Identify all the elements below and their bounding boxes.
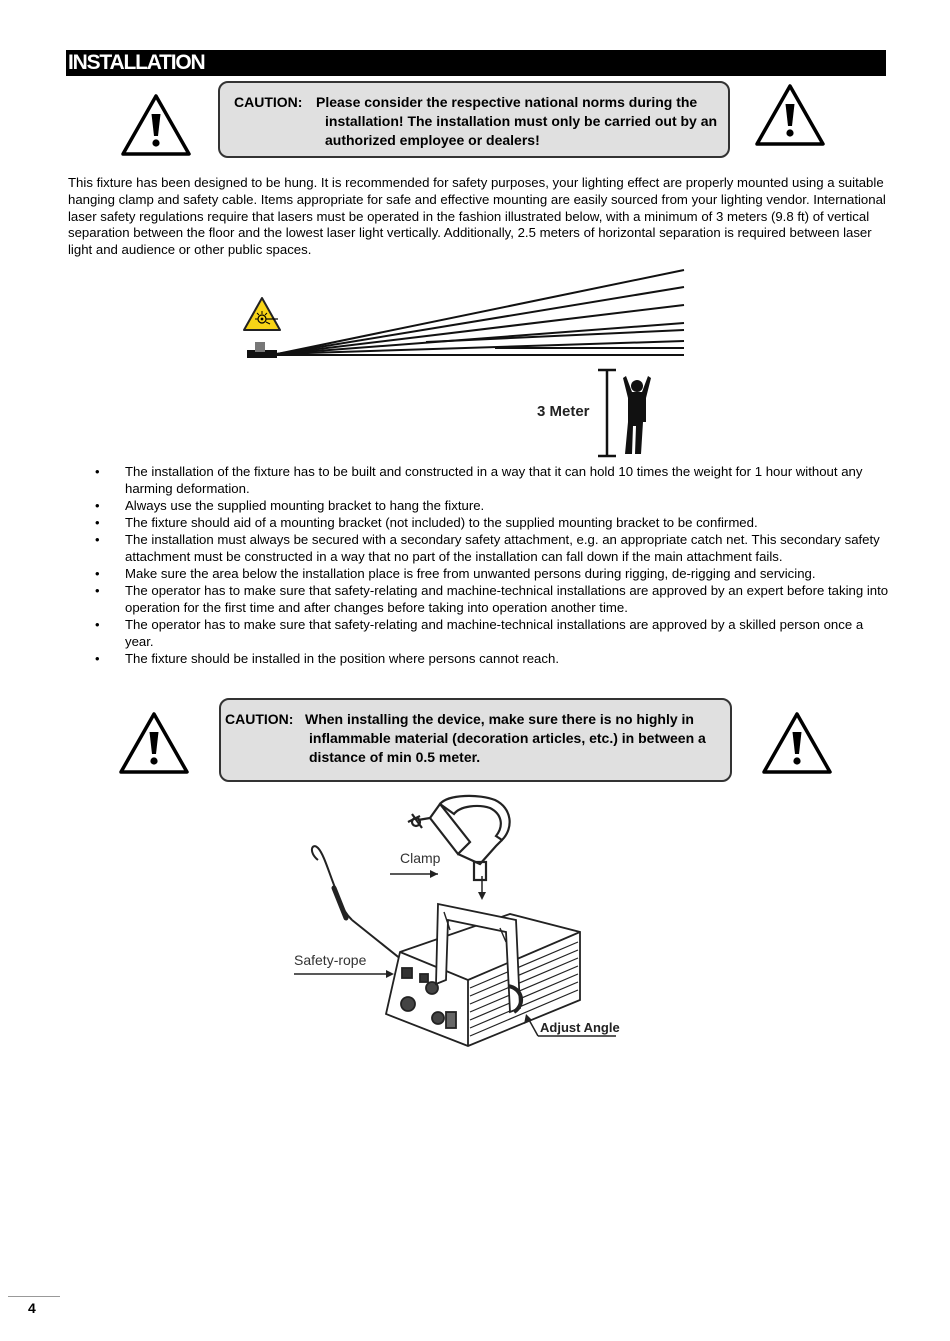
height-marker (598, 370, 616, 456)
clamp-drawing (408, 796, 510, 880)
intro-paragraph: This fixture has been designed to be hung. It is recommended for safety purposes, your lighting effect are properly mounted using a suitable hanging clamp and safety cable. Items appropriate for safe and effective mounting are easily sourced from your lighting vendor. International laser safety regulations require that lasers must be operated in the fashion illustrated below, with a minimum of 3 meters (9.8 ft) of vertical separation between the floor and the lowest laser light vertically. Additionally, 2.5 meters of horizontal separation is required between laser light and audience or other public spaces. (68, 175, 886, 258)
installation-rules-list (92, 463, 892, 667)
caution-label: CAUTION: (234, 94, 303, 110)
laser-beams (277, 270, 684, 355)
adjust-angle-label: Adjust Angle (540, 1020, 620, 1035)
footer-rule (8, 1296, 60, 1297)
warning-triangle-icon (754, 82, 826, 148)
caution-box (219, 698, 732, 782)
list-item: • The fixture should aid of a mounting bracket (not included) to the supplied mounting bracket to be confirmed. (92, 514, 892, 531)
warning-triangle-icon (118, 710, 190, 776)
list-item: • The operator has to make sure that safety-relating and machine-technical installations are approved by an expert before taking into operation for the first time and after changes before taking into operation another time. (92, 582, 892, 616)
caution-label: CAUTION: (225, 711, 294, 727)
person-silhouette (623, 376, 651, 454)
caution-text: Please consider the respective national norms during the installation! The installation must only be carried out by an authorized employee or dealers! (316, 94, 718, 148)
laser-warning-icon (244, 298, 280, 330)
list-item: • The operator has to make sure that safety-relating and machine-technical installations are approved by a skilled person once a year. (92, 616, 892, 650)
caution-text: When installing the device, make sure there is no highly in inflammable material (decoration articles, etc.) in between a distance of min 0.5 meter. (305, 711, 706, 765)
section-title: INSTALLATION (68, 51, 205, 74)
list-item: • Always use the supplied mounting bracket to hang the fixture. (92, 497, 892, 514)
safety-rope-label: Safety-rope (294, 952, 367, 968)
list-item: • The fixture should be installed in the position where persons cannot reach. (92, 650, 892, 667)
fixture-mounting-diagram (290, 792, 630, 1052)
safety-rope-drawing (312, 846, 402, 960)
height-label: 3 Meter (537, 403, 590, 420)
clamp-label: Clamp (400, 850, 441, 866)
warning-triangle-icon (761, 710, 833, 776)
page-number: 4 (28, 1300, 36, 1316)
list-item: • Make sure the area below the installation place is free from unwanted persons during rigging, de-rigging and servicing. (92, 565, 892, 582)
caution-box (218, 81, 730, 158)
list-item: • The installation must always be secured with a secondary safety attachment, e.g. an appropriate catch net. This secondary safety attachment must be constructed in a way that no part of the installation can fall down if the main attachment fails. (92, 531, 892, 565)
warning-triangle-icon (120, 92, 192, 158)
list-item: • The installation of the fixture has to be built and constructed in a way that it can hold 10 times the weight for 1 hour without any harming deformation. (92, 463, 892, 497)
laser-separation-diagram (240, 266, 700, 460)
